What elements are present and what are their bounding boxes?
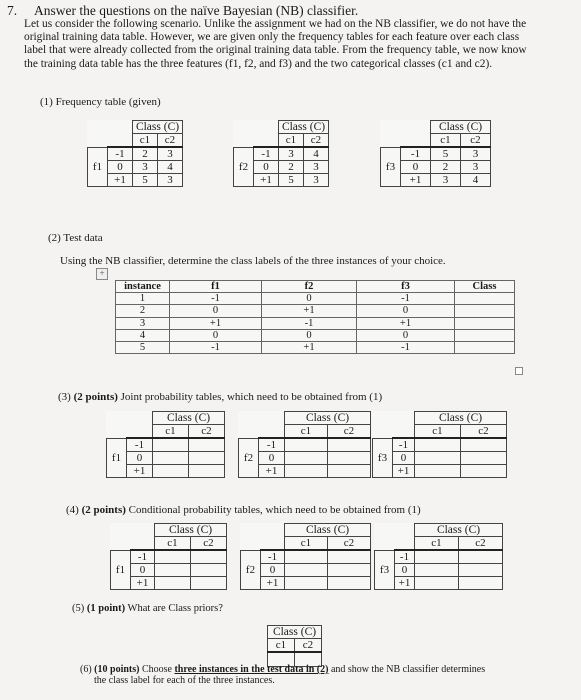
section-text: and show the NB classifier determines — [330, 664, 486, 675]
question-title: Answer the questions on the naïve Bayesian (NB) classifier. — [34, 3, 359, 18]
col-c2: c2 — [328, 537, 371, 551]
table-row — [116, 341, 515, 353]
col-c2: c2 — [189, 425, 225, 439]
col-c1: c1 — [279, 134, 304, 148]
cell: +1 — [262, 341, 357, 353]
joint-table-f3 — [372, 411, 507, 478]
class-cell[interactable] — [455, 341, 515, 353]
col-c1: c1 — [133, 134, 158, 148]
value-label: -1 — [259, 438, 285, 452]
value-label: +1 — [401, 174, 431, 187]
class-header: Class (C) — [268, 626, 322, 639]
col-c2: c2 — [461, 425, 507, 439]
question-intro — [24, 18, 569, 71]
freq-cell: 3 — [304, 161, 329, 174]
value-label: 0 — [395, 564, 415, 577]
joint-table-f2 — [238, 411, 371, 478]
value-label: 0 — [401, 161, 431, 174]
cell: 2 — [116, 305, 170, 317]
value-label: +1 — [393, 465, 415, 478]
answer-cell[interactable] — [461, 438, 507, 452]
section-points: (1 point) — [86, 603, 126, 614]
answer-cell[interactable] — [285, 550, 328, 564]
answer-cell[interactable] — [415, 564, 459, 577]
cell: +1 — [262, 305, 357, 317]
section-text: Joint probability tables, which need to be obtained from (1) — [120, 391, 383, 403]
class-header: Class (C) — [153, 412, 225, 425]
class-cell[interactable] — [455, 305, 515, 317]
answer-cell[interactable] — [153, 452, 189, 465]
section3-heading — [58, 391, 382, 403]
conditional-table-f1 — [110, 523, 227, 590]
answer-cell[interactable] — [328, 465, 371, 478]
freq-cell: 4 — [461, 174, 491, 187]
value-label: +1 — [261, 577, 285, 590]
answer-cell[interactable] — [459, 577, 503, 590]
col-c2: c2 — [459, 537, 503, 551]
cell: -1 — [170, 293, 262, 305]
cell: 3 — [116, 317, 170, 329]
value-label: +1 — [108, 174, 133, 187]
section6-line2: the class label for each of the three instances. — [94, 675, 275, 686]
col-c1: c1 — [431, 134, 461, 148]
value-label: 0 — [261, 564, 285, 577]
cell: 0 — [357, 305, 455, 317]
col-c1: c1 — [285, 425, 328, 439]
col-header: f2 — [262, 281, 357, 293]
col-header: f3 — [357, 281, 455, 293]
value-label: -1 — [393, 438, 415, 452]
table-move-handle[interactable]: + — [96, 268, 108, 280]
table-row — [116, 317, 515, 329]
section-number: (6) — [80, 664, 92, 675]
feature-label: f2 — [241, 550, 261, 590]
value-label: -1 — [254, 147, 279, 161]
table-row — [116, 329, 515, 341]
feature-label: f1 — [111, 550, 131, 590]
joint-table-f1 — [106, 411, 225, 478]
cell: 5 — [116, 341, 170, 353]
col-header: Class — [455, 281, 515, 293]
answer-cell[interactable] — [155, 550, 191, 564]
col-c2: c2 — [191, 537, 227, 551]
answer-cell[interactable] — [191, 564, 227, 577]
answer-cell[interactable] — [285, 452, 328, 465]
cell: 0 — [262, 293, 357, 305]
freq-cell: 5 — [279, 174, 304, 187]
feature-label: f1 — [88, 147, 108, 187]
value-label: 0 — [131, 564, 155, 577]
intro-line: the training data table has the three features (f1, f2, and f3) and the two categorical classes (c1 and c2). — [24, 57, 493, 70]
section-points: (2 points) — [81, 504, 126, 516]
answer-cell[interactable] — [328, 564, 371, 577]
answer-cell[interactable] — [328, 577, 371, 590]
section-number: (4) — [66, 504, 79, 516]
answer-cell[interactable] — [328, 550, 371, 564]
cell: 0 — [357, 329, 455, 341]
answer-cell[interactable] — [155, 564, 191, 577]
feature-label: f3 — [381, 147, 401, 187]
cell: 0 — [262, 329, 357, 341]
class-header: Class (C) — [431, 121, 491, 134]
answer-cell[interactable] — [155, 577, 191, 590]
section6-text — [80, 664, 570, 686]
class-cell[interactable] — [455, 329, 515, 341]
frequency-table-f2 — [233, 120, 329, 187]
answer-cell[interactable] — [328, 438, 371, 452]
value-label: -1 — [108, 147, 133, 161]
class-header: Class (C) — [133, 121, 183, 134]
answer-cell[interactable] — [328, 452, 371, 465]
answer-cell[interactable] — [459, 564, 503, 577]
class-header: Class (C) — [155, 524, 227, 537]
cell: 4 — [116, 329, 170, 341]
answer-cell[interactable] — [285, 577, 328, 590]
value-label: +1 — [254, 174, 279, 187]
cell: -1 — [262, 317, 357, 329]
value-label: 0 — [108, 161, 133, 174]
value-label: 0 — [393, 452, 415, 465]
intro-line: original training data table. However, we are given only the frequency tables for each feature over each class — [24, 31, 520, 44]
test-data-table — [115, 280, 515, 354]
col-c1: c1 — [155, 537, 191, 551]
freq-cell: 3 — [304, 174, 329, 187]
section6-line1 — [80, 664, 570, 675]
value-label: 0 — [254, 161, 279, 174]
answer-cell[interactable] — [285, 465, 328, 478]
table-row — [116, 305, 515, 317]
freq-cell: 3 — [133, 161, 158, 174]
freq-cell: 5 — [431, 147, 461, 161]
feature-label: f3 — [373, 438, 393, 478]
answer-cell[interactable] — [153, 465, 189, 478]
answer-cell[interactable] — [415, 465, 461, 478]
test-header-row — [116, 281, 515, 293]
value-label: -1 — [261, 550, 285, 564]
cell: 1 — [116, 293, 170, 305]
freq-cell: 4 — [304, 147, 329, 161]
freq-cell: 3 — [461, 147, 491, 161]
value-label: -1 — [401, 147, 431, 161]
value-label: +1 — [131, 577, 155, 590]
section5-heading — [72, 603, 223, 614]
value-label: +1 — [395, 577, 415, 590]
section-points: (2 points) — [73, 391, 118, 403]
feature-label: f1 — [107, 438, 127, 478]
freq-cell: 2 — [133, 147, 158, 161]
answer-cell[interactable] — [153, 438, 189, 452]
col-c2: c2 — [158, 134, 183, 148]
cell: 0 — [170, 305, 262, 317]
section2-instruction: Using the NB classifier, determine the class labels of the three instances of your choice. — [60, 255, 446, 267]
freq-cell: 2 — [279, 161, 304, 174]
value-label: -1 — [131, 550, 155, 564]
col-c1: c1 — [153, 425, 189, 439]
section-number: (5) — [72, 603, 85, 614]
col-header: instance — [116, 281, 170, 293]
value-label: -1 — [395, 550, 415, 564]
freq-cell: 5 — [133, 174, 158, 187]
section2-heading: (2) Test data — [48, 232, 103, 244]
answer-cell[interactable] — [189, 465, 225, 478]
col-c1: c1 — [415, 425, 461, 439]
section-text: What are Class priors? — [127, 603, 223, 614]
freq-cell: 4 — [158, 161, 183, 174]
value-label: +1 — [259, 465, 285, 478]
class-priors-table — [267, 625, 322, 667]
freq-cell: 3 — [431, 174, 461, 187]
cell: +1 — [357, 317, 455, 329]
freq-cell: 3 — [158, 147, 183, 161]
feature-label: f3 — [375, 550, 395, 590]
answer-cell[interactable] — [415, 577, 459, 590]
frequency-table-f1 — [87, 120, 183, 187]
intro-line: label that were already collected from the original training data table. From the frequency table, we now know — [24, 44, 527, 57]
class-header: Class (C) — [285, 412, 371, 425]
value-label: 0 — [127, 452, 153, 465]
freq-cell: 2 — [431, 161, 461, 174]
question-number: 7. — [7, 3, 18, 18]
answer-cell[interactable] — [459, 550, 503, 564]
cell: -1 — [170, 341, 262, 353]
cell: -1 — [357, 293, 455, 305]
class-header: Class (C) — [415, 412, 507, 425]
col-c2: c2 — [295, 639, 322, 653]
freq-cell: 3 — [279, 147, 304, 161]
col-c2: c2 — [304, 134, 329, 148]
section-text: Conditional probability tables, which need to be obtained from (1) — [128, 504, 421, 516]
class-header: Class (C) — [415, 524, 503, 537]
value-label: -1 — [127, 438, 153, 452]
frequency-table-f3 — [380, 120, 491, 187]
answer-cell[interactable] — [415, 550, 459, 564]
class-header: Class (C) — [279, 121, 329, 134]
value-label: 0 — [259, 452, 285, 465]
answer-cell[interactable] — [285, 564, 328, 577]
answer-cell[interactable] — [461, 452, 507, 465]
answer-cell[interactable] — [191, 577, 227, 590]
col-c1: c1 — [268, 639, 295, 653]
feature-label: f2 — [239, 438, 259, 478]
section-text: Choose — [141, 664, 172, 675]
section1-heading: (1) Frequency table (given) — [40, 96, 161, 108]
col-c1: c1 — [415, 537, 459, 551]
freq-cell: 3 — [461, 161, 491, 174]
col-header: f1 — [170, 281, 262, 293]
class-header: Class (C) — [285, 524, 371, 537]
table-resize-handle[interactable] — [515, 367, 523, 375]
section-points: (10 points) — [94, 664, 140, 675]
answer-cell[interactable] — [415, 452, 461, 465]
class-cell[interactable] — [455, 317, 515, 329]
answer-cell[interactable] — [189, 452, 225, 465]
value-label: +1 — [127, 465, 153, 478]
section-number: (3) — [58, 391, 71, 403]
cell: +1 — [170, 317, 262, 329]
cell: 0 — [170, 329, 262, 341]
intro-line: Let us consider the following scenario. Unlike the assignment we had on the NB classifier, we do not have the — [24, 18, 527, 30]
col-c2: c2 — [461, 134, 491, 148]
feature-label: f2 — [234, 147, 254, 187]
answer-cell[interactable] — [415, 438, 461, 452]
answer-cell[interactable] — [285, 438, 328, 452]
col-c1: c1 — [285, 537, 328, 551]
section4-heading — [66, 504, 421, 516]
class-cell[interactable] — [455, 293, 515, 305]
freq-cell: 3 — [158, 174, 183, 187]
table-row — [116, 293, 515, 305]
conditional-table-f2 — [240, 523, 371, 590]
conditional-table-f3 — [374, 523, 503, 590]
section-emphasis: three instances in the test data in (2) — [174, 664, 329, 675]
answer-cell[interactable] — [189, 438, 225, 452]
answer-cell[interactable] — [191, 550, 227, 564]
answer-cell[interactable] — [461, 465, 507, 478]
col-c2: c2 — [328, 425, 371, 439]
cell: -1 — [357, 341, 455, 353]
